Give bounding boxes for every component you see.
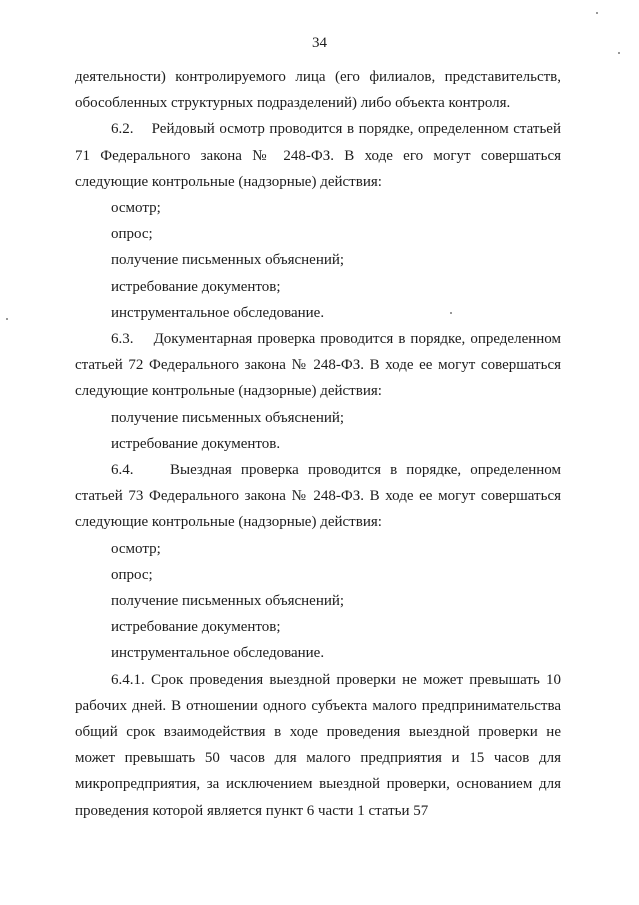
list-item: получение письменных объяснений; <box>111 593 345 610</box>
page-number: 34 <box>312 35 327 51</box>
list-item: получение письменных объяснений; <box>111 252 345 269</box>
paragraph-continuation: деятельности) контролируемого лица (его филиалов, представительств, обособленных структурных подразделений) либо объекта контроля. <box>75 69 561 112</box>
paragraph-6-3: 6.3. Документарная проверка проводится в порядке, определенном статьей 72 Федерального закона № 248-ФЗ. В ходе ее могут совершаться следующие контрольные (надзорные) действия: <box>75 331 561 400</box>
scan-speck <box>6 318 8 320</box>
list-item: истребование документов. <box>111 435 281 452</box>
list-item: осмотр; <box>111 200 161 217</box>
list-item: инструментальное обследование. <box>111 304 325 321</box>
scan-speck <box>450 312 452 314</box>
list-item: опрос; <box>111 566 153 583</box>
list-item: истребование документов; <box>111 619 281 636</box>
document-body <box>75 64 561 824</box>
list-item: инструментальное обследование. <box>111 645 325 662</box>
list-item: осмотр; <box>111 540 161 557</box>
list-item: истребование документов; <box>111 278 281 295</box>
paragraph-6-4: 6.4. Выездная проверка проводится в порядке, определенном статьей 73 Федерального закона № 248-ФЗ. В ходе ее могут совершаться следующие контрольные (надзорные) действия: <box>75 462 561 531</box>
list-item: опрос; <box>111 226 153 243</box>
scan-speck <box>618 52 620 54</box>
paragraph-6-4-1: 6.4.1. Срок проведения выездной проверки не может превышать 10 рабочих дней. В отношении одного субъекта малого предпринимательства общий срок взаимодействия в ходе проведения выездной проверки не может превышать 50 часов для малого предприятия и 15 часов для микропредприятия, за исключением выездной проверки, основанием для проведения которой является пункт 6 части 1 статьи 57 <box>75 671 561 819</box>
list-item: получение письменных объяснений; <box>111 409 345 426</box>
scan-speck <box>596 12 598 14</box>
paragraph-6-2: 6.2. Рейдовый осмотр проводится в порядке, определенном статьей 71 Федерального закона № 248-ФЗ. В ходе его могут совершаться следующие контрольные (надзорные) действия: <box>75 121 561 190</box>
